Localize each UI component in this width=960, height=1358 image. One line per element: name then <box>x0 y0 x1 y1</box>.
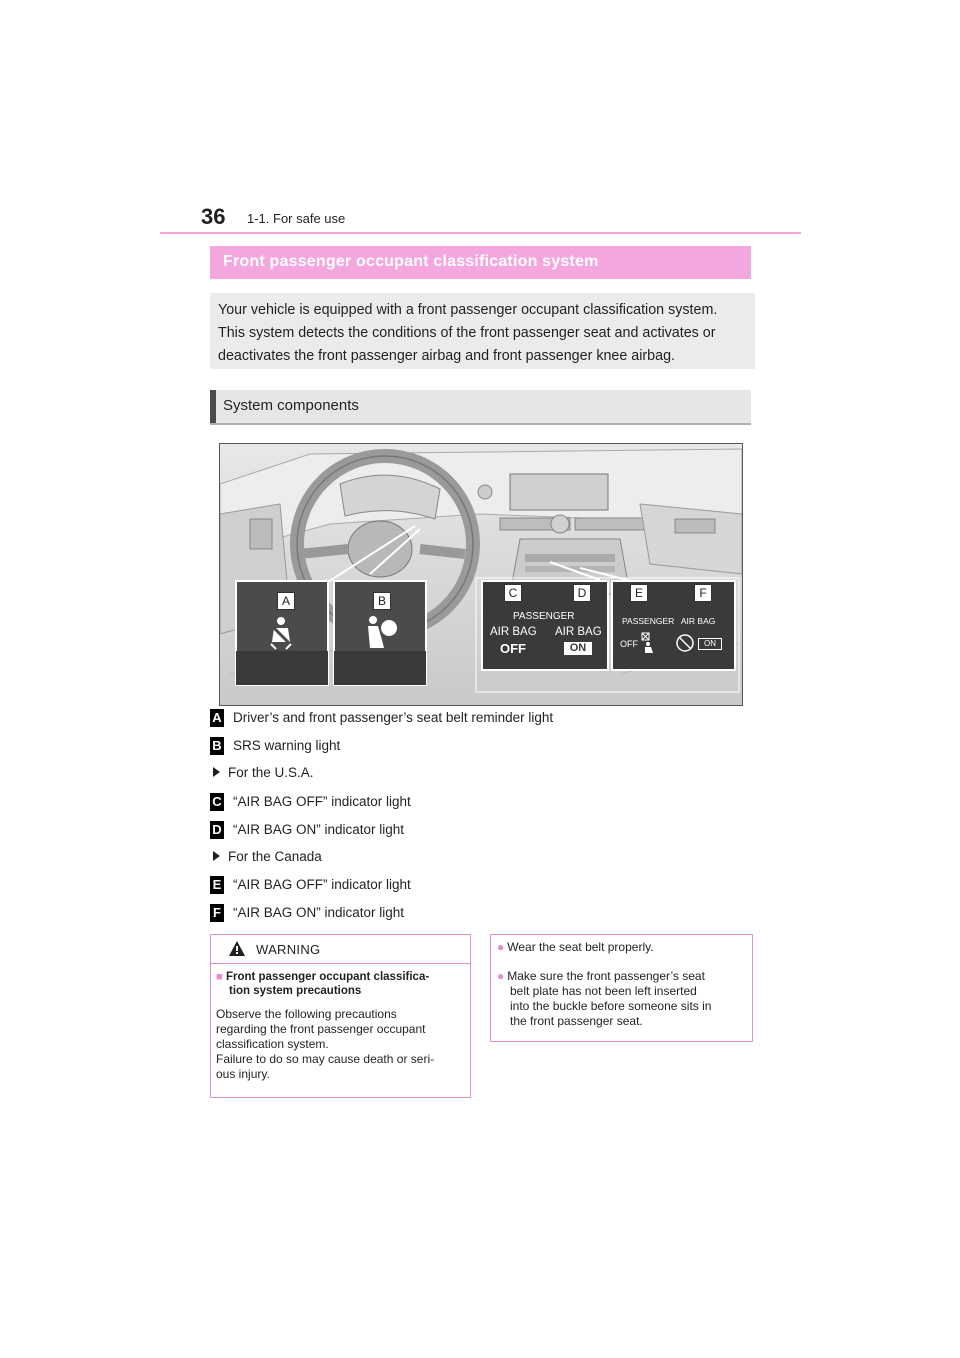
region-usa <box>213 765 314 780</box>
seatbelt-icon <box>264 616 298 650</box>
warning-continued-box <box>490 934 753 1042</box>
us-panel-right: AIR BAG <box>555 626 602 638</box>
figure-label-c: C <box>504 584 522 602</box>
legend-text-c: “AIR BAG OFF” indicator light <box>233 794 411 809</box>
warning-body-line5: ous injury. <box>216 1067 270 1081</box>
sub-heading <box>210 390 751 425</box>
warning-bullet-1 <box>497 940 747 955</box>
us-panel-title: PASSENGER <box>513 611 575 622</box>
figure-label-b: B <box>373 592 391 610</box>
region-canada <box>213 849 322 864</box>
region-canada-text: For the Canada <box>228 849 322 864</box>
bullet2-line1: Make sure the front passenger’s seat <box>507 969 705 983</box>
arrow-icon <box>213 767 220 777</box>
warning-header <box>211 935 470 964</box>
warning-body-line3: classification system. <box>216 1037 329 1051</box>
warning-subheading <box>216 970 466 998</box>
square-bullet-icon: ■ <box>216 971 223 983</box>
legend-text-a: Driver’s and front passenger’s seat belt reminder light <box>233 710 554 725</box>
passenger-airbag-disabled-icon <box>676 634 694 652</box>
ca-panel-off: OFF <box>620 639 638 649</box>
pink-heading <box>210 246 751 279</box>
legend-text-f: “AIR BAG ON” indicator light <box>233 905 405 920</box>
bullet-dot-icon: ● <box>497 940 505 954</box>
section-title: 1-1. For safe use <box>247 211 346 226</box>
letter-box-a: A <box>210 709 224 727</box>
dashboard-illustration <box>220 444 742 705</box>
letter-box-e: E <box>210 876 224 894</box>
us-panel-on: ON <box>564 642 592 655</box>
intro-box <box>210 293 755 369</box>
arrow-icon <box>213 851 220 861</box>
page-number: 36 <box>201 204 226 229</box>
legend-text-b: SRS warning light <box>233 738 341 753</box>
passenger-airbag-off-icon <box>640 632 662 654</box>
warning-sub-line1: Front passenger occupant classifica- <box>225 971 430 983</box>
ca-panel-on: ON <box>698 638 722 650</box>
letter-box-b: B <box>210 737 224 755</box>
region-usa-text: For the U.S.A. <box>228 765 314 780</box>
us-panel-off: OFF <box>500 641 526 656</box>
letter-box-f: F <box>210 904 224 922</box>
letter-box-d: D <box>210 821 224 839</box>
warning-sub-line2: tion system precautions <box>229 985 362 997</box>
bullet1-text: Wear the seat belt properly. <box>507 940 654 954</box>
warning-triangle-icon <box>229 941 245 956</box>
bullet2-line3: into the buckle before someone sits in <box>510 999 712 1013</box>
heading-bar <box>210 390 216 423</box>
warning-label: WARNING <box>256 942 321 957</box>
letter-box-c: C <box>210 793 224 811</box>
heading-text: Front passenger occupant classification system <box>223 253 599 270</box>
figure-label-e: E <box>630 584 648 602</box>
airbag-icon <box>362 614 400 650</box>
warning-box <box>210 934 471 1098</box>
us-panel-left: AIR BAG <box>490 626 537 638</box>
figure-label-d: D <box>573 584 591 602</box>
warning-body-line2: regarding the front passenger occupant <box>216 1022 426 1036</box>
dashboard-figure <box>219 443 743 706</box>
legend-text-e: “AIR BAG OFF” indicator light <box>233 877 411 892</box>
bullet-dot-icon: ● <box>497 969 505 983</box>
intro-text: Your vehicle is equipped with a front passenger occupant classification system. This system detects the conditions of the front passenger seat and activates or deactivates the front passenger airbag and front passenger knee airbag. <box>218 302 718 364</box>
warning-bullet-2 <box>497 969 747 1029</box>
bullet2-line4: the front passenger seat. <box>510 1014 643 1028</box>
figure-label-a: A <box>277 592 295 610</box>
sub-heading-text: System components <box>223 397 359 414</box>
bullet2-line2: belt plate has not been left inserted <box>510 984 697 998</box>
header-rule <box>160 232 801 234</box>
warning-body-line4: Failure to do so may cause death or seri- <box>216 1052 435 1066</box>
warning-body <box>216 1007 466 1082</box>
legend-text-d: “AIR BAG ON” indicator light <box>233 822 405 837</box>
figure-label-f: F <box>694 584 712 602</box>
warning-body-line1: Observe the following precautions <box>216 1007 397 1021</box>
ca-panel-title: PASSENGER AIR BAG <box>622 616 716 626</box>
